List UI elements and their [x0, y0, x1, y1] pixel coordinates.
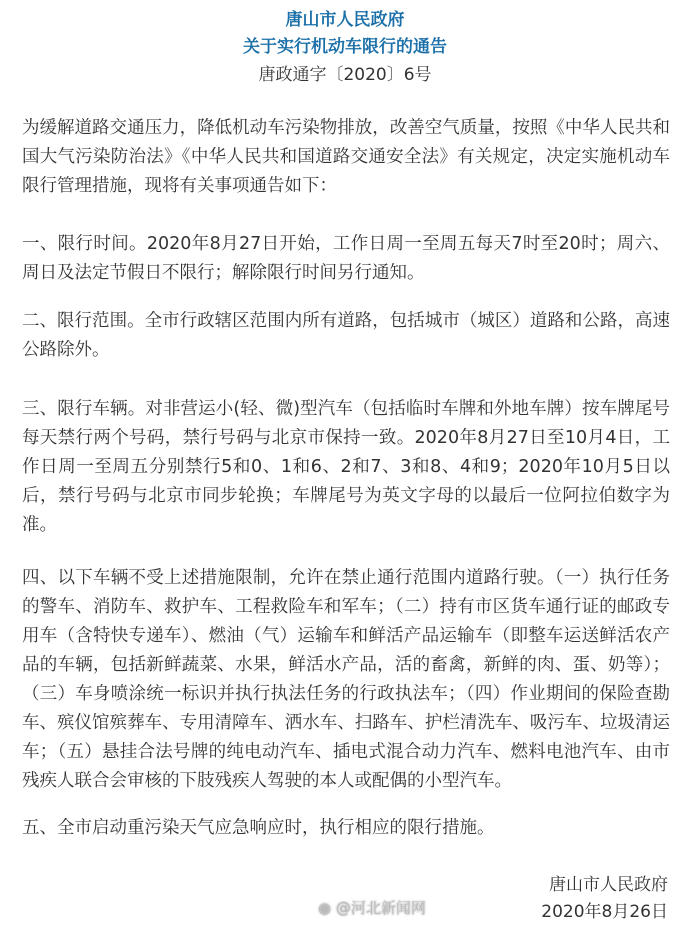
issuing-org-title: 唐山市人民政府: [285, 10, 405, 30]
watermark-text: @河北新闻网: [335, 899, 426, 917]
watermark: [318, 897, 426, 918]
section-5-paragraph: 五、全市启动重污染天气应急响应时，执行相应的限行措施。: [22, 818, 495, 838]
signature-org: 唐山市人民政府: [549, 875, 668, 895]
weibo-logo-icon: ◉: [318, 899, 332, 917]
notice-title: 关于实行机动车限行的通告: [243, 37, 447, 57]
section-3-paragraph: 三、限行车辆。对非营运小(轻、微)型汽车（包括临时车牌和外地车牌）按车牌尾号每天禁行两个号码，禁行号码与北京市保持一致。2020年8月27日至10月4日，工作日周一至周五分别禁行5和0、1和6、2和7、3和8、4和9；2020年10月5日以后，禁行号码与北京市同步轮换；车牌尾号为英文字母的以最后一位阿拉伯数字为准。: [22, 399, 670, 535]
document-number: 唐政通字〔2020〕6号: [258, 65, 432, 85]
section-4-paragraph: 四、以下车辆不受上述措施限制，允许在禁止通行范围内道路行驶。（一）执行任务的警车、消防车、救护车、工程救险车和军车；（二）持有市区货车通行证的邮政专用车（含特快专递车）、燃油（气）运输车和鲜活产品运输车（即整车运送鲜活农产品的车辆，包括新鲜蔬菜、水果，鲜活水产品，活的畜禽，新鲜的肉、蛋、奶等）；（三）车身喷涂统一标识并执行执法任务的行政执法车；（四）作业期间的保险查勘车、殡仪馆殡葬车、专用清障车、洒水车、扫路车、护栏清洗车、吸污车、垃圾清运车；（五）悬挂合法号牌的纯电动汽车、插电式混合动力汽车、燃料电池汽车、由市残疾人联合会审核的下肢残疾人驾驶的本人或配偶的小型汽车。: [22, 568, 670, 791]
section-2-paragraph: 二、限行范围。全市行政辖区范围内所有道路，包括城市（城区）道路和公路，高速公路除外。: [22, 311, 670, 360]
signature-date: 2020年8月26日: [541, 902, 668, 922]
section-1-paragraph: 一、限行时间。2020年8月27日开始，工作日周一至周五每天7时至20时；周六、周日及法定节假日不限行；解除限行时间另行通知。: [22, 234, 670, 283]
intro-paragraph: 为缓解道路交通压力，降低机动车污染物排放，改善空气质量，按照《中华人民共和国大气污染防治法》《中华人民共和国道路交通安全法》有关规定，决定实施机动车限行管理措施，现将有关事项通告如下：: [22, 118, 670, 196]
